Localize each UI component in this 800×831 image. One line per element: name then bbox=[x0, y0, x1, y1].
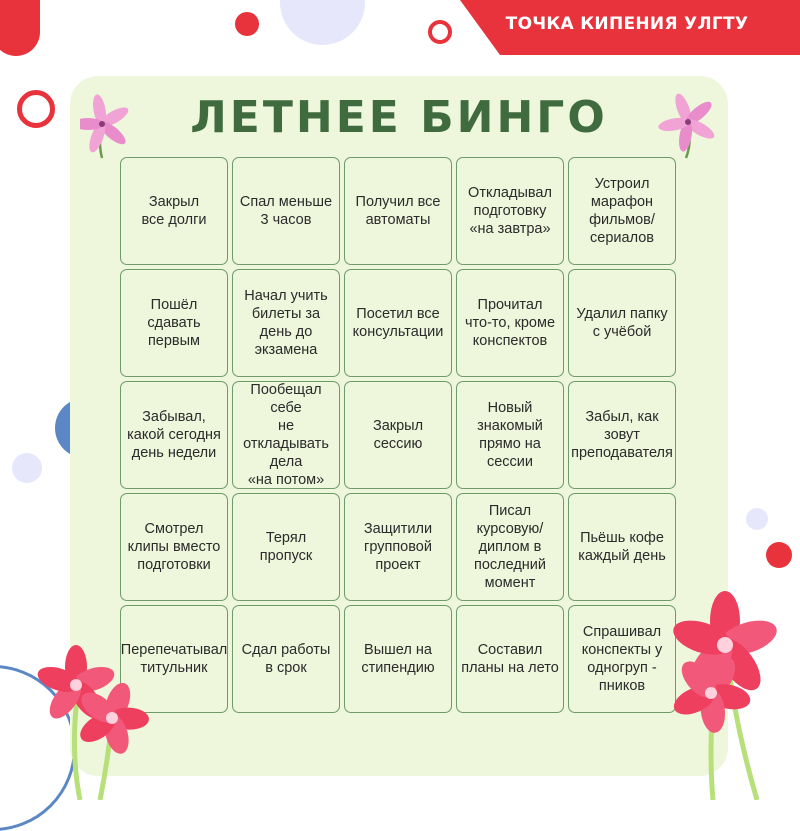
bingo-cell[interactable] bbox=[344, 493, 452, 601]
bingo-cell[interactable] bbox=[232, 493, 340, 601]
bingo-cell[interactable] bbox=[456, 605, 564, 713]
decor-circle bbox=[0, 0, 40, 56]
bingo-cell-text: Писал курсовую/ диплом в последний момент bbox=[473, 503, 547, 591]
pink-flower-icon bbox=[30, 640, 160, 800]
bingo-cell-text: Прочитал что-то, кроме конспектов bbox=[464, 297, 556, 349]
bingo-cell-text: Пошёл сдавать первым bbox=[147, 297, 201, 349]
bingo-cell[interactable] bbox=[568, 157, 676, 265]
bingo-cell-text: Спрашивал конспекты у одногруп - пников bbox=[581, 624, 663, 694]
bingo-cell-text: Посетил все консультации bbox=[352, 306, 444, 340]
decor-circle bbox=[746, 508, 768, 530]
bingo-cell-text: Пьёшь кофе каждый день bbox=[578, 530, 666, 564]
decor-circle bbox=[280, 0, 365, 45]
bingo-cell[interactable] bbox=[568, 493, 676, 601]
bingo-cell-text: Смотрел клипы вместо подготовки bbox=[127, 521, 221, 573]
bingo-cell[interactable] bbox=[344, 605, 452, 713]
bingo-cell[interactable] bbox=[120, 269, 228, 377]
bingo-cell-text: Забыл, как зовут преподавателя bbox=[571, 409, 673, 461]
bingo-cell[interactable] bbox=[568, 269, 676, 377]
bingo-cell[interactable] bbox=[232, 157, 340, 265]
bingo-cell[interactable] bbox=[456, 157, 564, 265]
decor-ring bbox=[428, 20, 452, 44]
bingo-cell-text: Удалил папку с учёбой bbox=[576, 306, 668, 340]
lilac-flower-icon bbox=[656, 90, 716, 160]
bingo-cell-text: Перепечатывал титульник bbox=[120, 642, 228, 676]
bingo-cell[interactable] bbox=[456, 269, 564, 377]
bingo-cell-text: Откладывал подготовку «на завтра» bbox=[468, 185, 552, 237]
bingo-cell-text: Защитили групповой проект bbox=[363, 521, 433, 573]
bingo-cell-text: Спал меньше 3 часов bbox=[239, 194, 333, 228]
decor-circle bbox=[235, 12, 259, 36]
bingo-cell-text: Устроил марафон фильмов/ сериалов bbox=[589, 176, 655, 246]
bingo-cell[interactable] bbox=[120, 493, 228, 601]
bingo-grid bbox=[120, 157, 681, 718]
bingo-cell-text: Новый знакомый прямо на сессии bbox=[477, 400, 543, 470]
bingo-cell-text: Получил все автоматы bbox=[355, 194, 441, 228]
bingo-cell[interactable] bbox=[344, 381, 452, 489]
bingo-cell-text: Составил планы на лето bbox=[461, 642, 559, 676]
decor-circle bbox=[12, 453, 42, 483]
bingo-cell[interactable] bbox=[344, 269, 452, 377]
bingo-cell-text: Начал учить билеты за день до экзамена bbox=[244, 288, 328, 358]
bingo-cell-text: Пообещал себе не откладывать дела «на потом» bbox=[243, 382, 329, 488]
bingo-cell-text: Вышел на стипендию bbox=[361, 642, 435, 676]
pink-flower-icon bbox=[665, 585, 800, 800]
bingo-cell[interactable] bbox=[120, 381, 228, 489]
banner-title: ТОЧКА КИПЕНИЯ УЛГТУ bbox=[505, 14, 749, 34]
page-title: ЛЕТНЕЕ БИНГО bbox=[190, 92, 608, 143]
bingo-cell[interactable] bbox=[568, 605, 676, 713]
decor-ring bbox=[17, 90, 55, 128]
lilac-flower-icon bbox=[80, 90, 140, 160]
decor-circle bbox=[766, 542, 792, 568]
bingo-cell-text: Забывал, какой сегодня день недели bbox=[127, 409, 221, 461]
bingo-cell[interactable] bbox=[120, 157, 228, 265]
bingo-cell-text: Закрыл все долги bbox=[141, 194, 207, 228]
bingo-cell[interactable] bbox=[232, 269, 340, 377]
bingo-cell[interactable] bbox=[568, 381, 676, 489]
bingo-cell[interactable] bbox=[456, 493, 564, 601]
bingo-cell-text: Сдал работы в срок bbox=[241, 642, 331, 676]
bingo-cell-text: Терял пропуск bbox=[259, 530, 313, 564]
bingo-cell[interactable] bbox=[344, 157, 452, 265]
bingo-cell-text: Закрыл сессию bbox=[372, 418, 424, 452]
bingo-cell[interactable] bbox=[456, 381, 564, 489]
bingo-cell[interactable] bbox=[232, 605, 340, 713]
bingo-cell[interactable] bbox=[232, 381, 340, 489]
